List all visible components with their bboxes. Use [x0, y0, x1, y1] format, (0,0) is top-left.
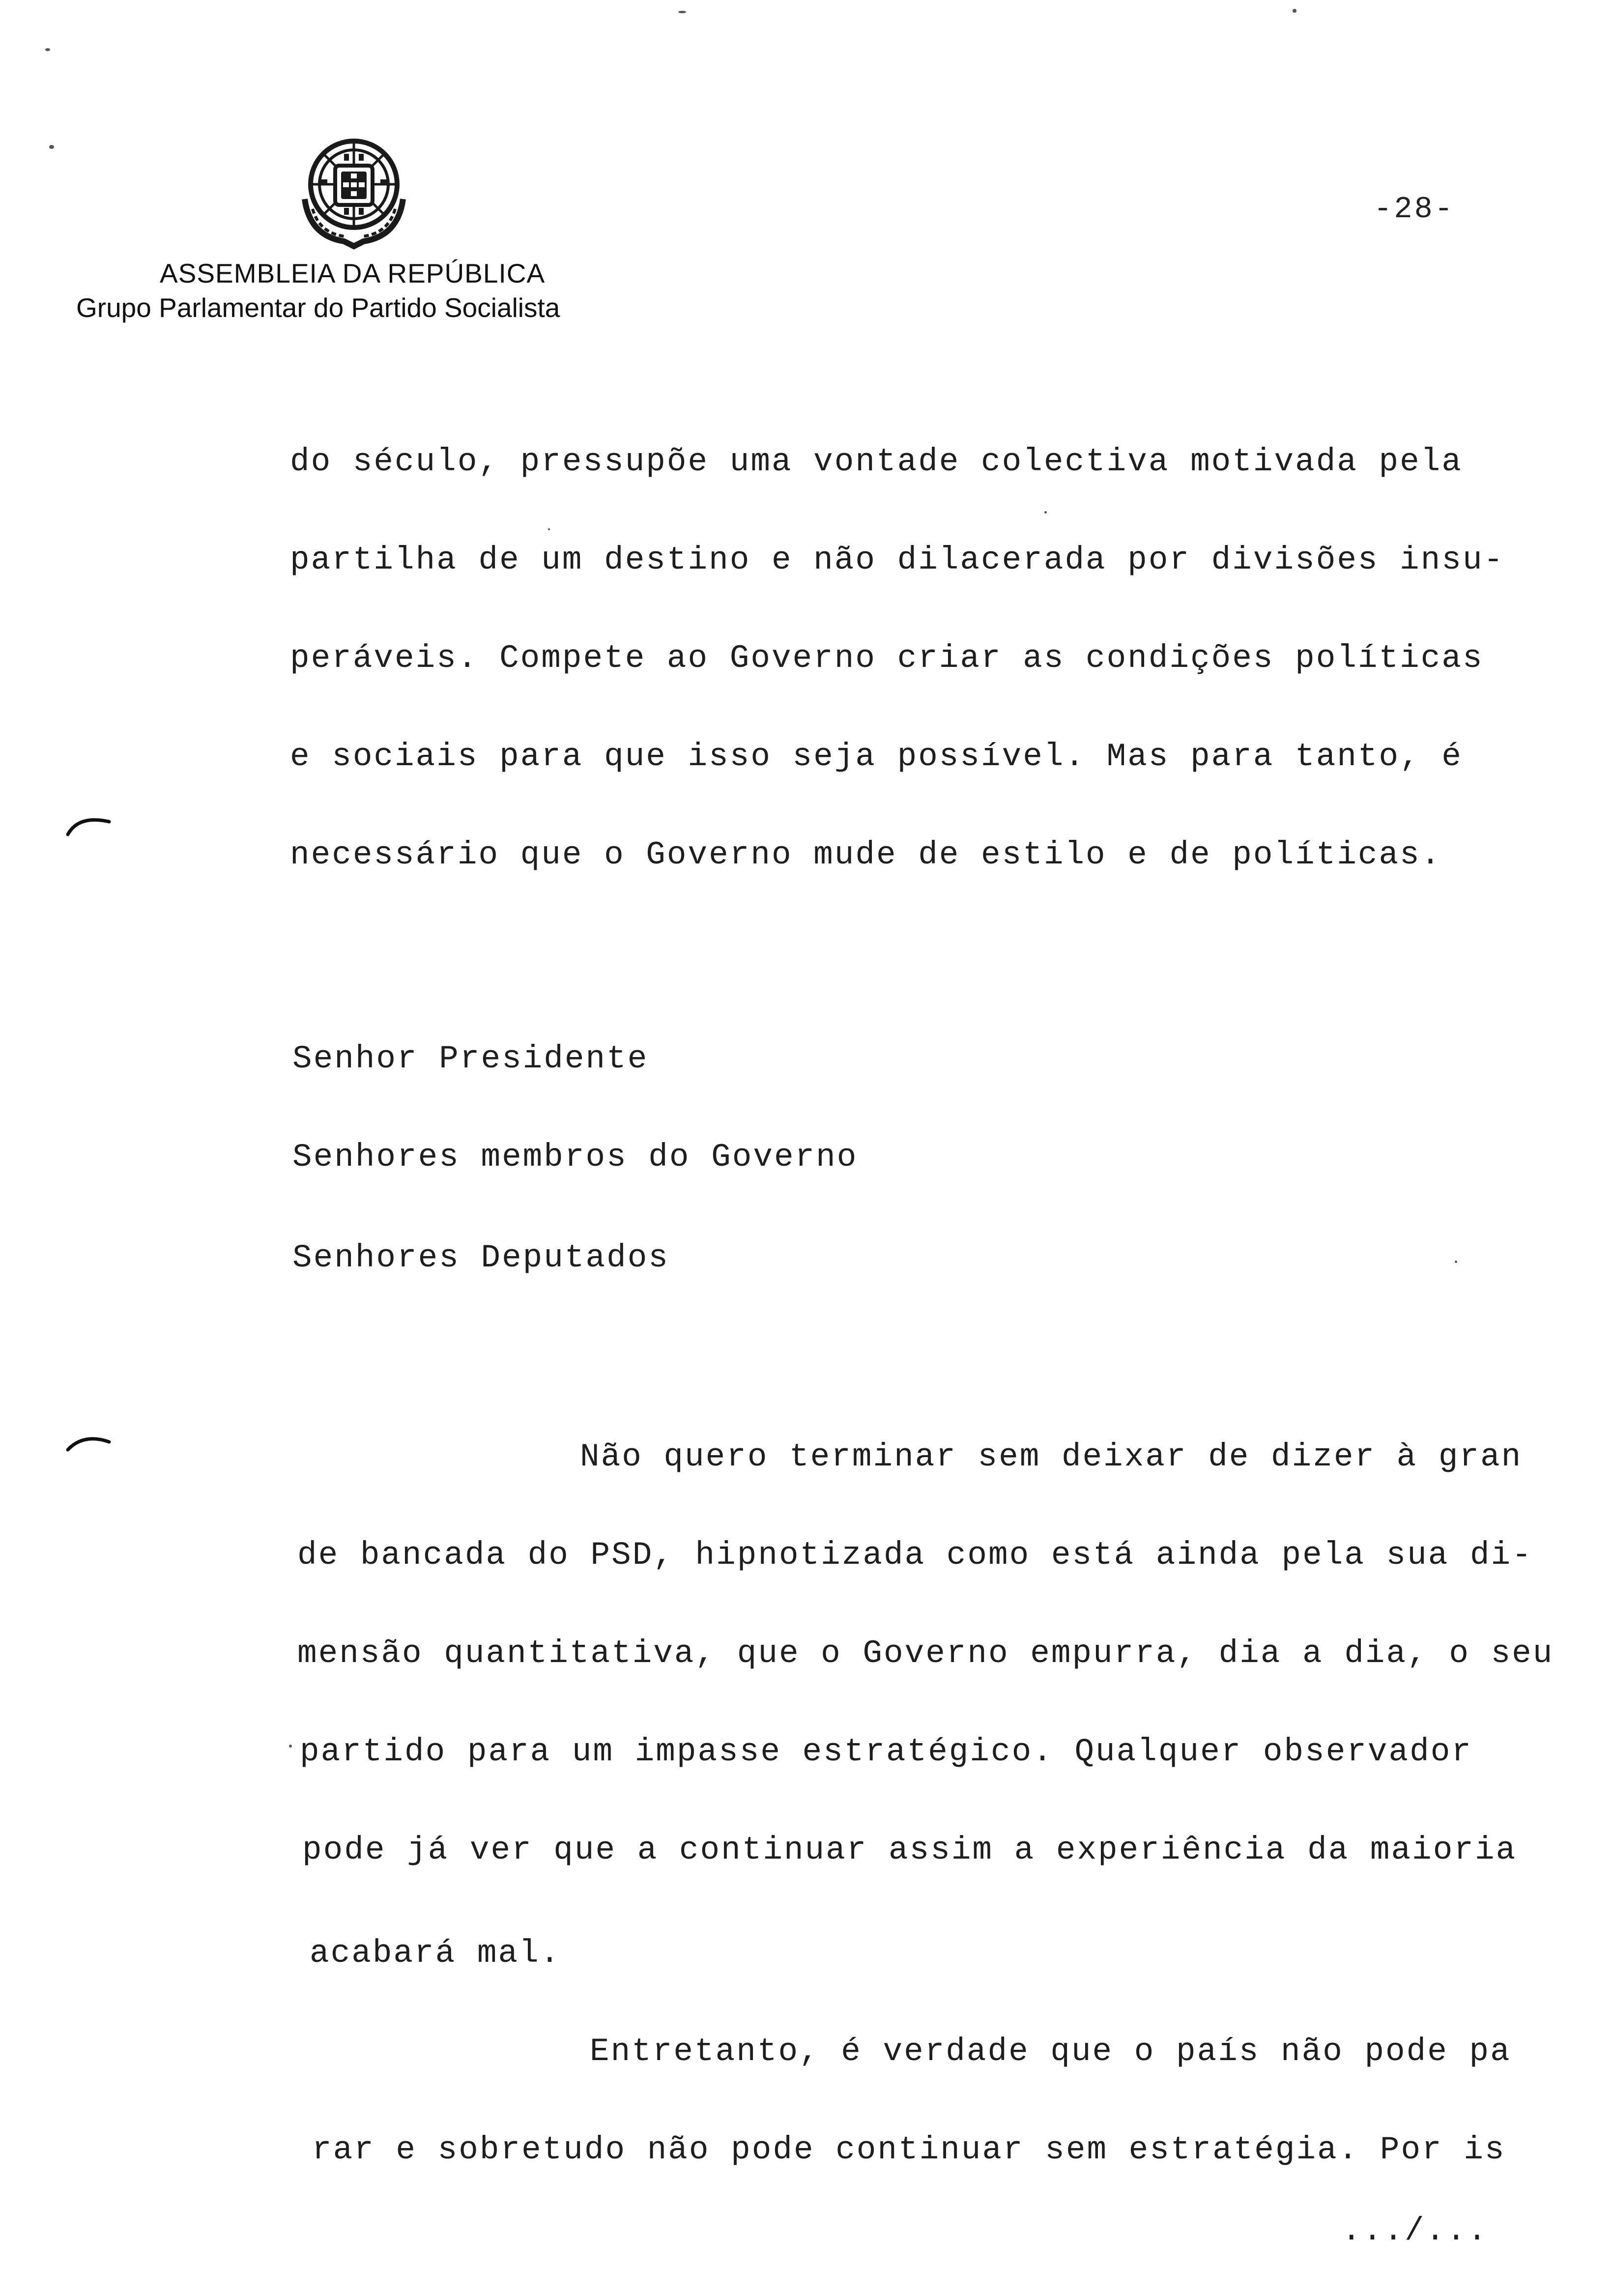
scan-speck: [548, 528, 550, 530]
coat-of-arms-icon: [290, 125, 418, 253]
text-line: partilha de um destino e não dilacerada por divisões insu-: [290, 542, 1505, 578]
text-line: acabará mal.: [310, 1935, 561, 1972]
salutation-line: Senhores Deputados: [292, 1239, 669, 1276]
bracket-mark-icon: [64, 811, 113, 840]
scan-speck: [1044, 511, 1047, 514]
parliamentary-group-name: Grupo Parlamentar do Partido Socialista: [76, 292, 560, 323]
scan-speck: [678, 11, 686, 13]
scan-speck: [49, 145, 54, 149]
scan-speck: [1293, 9, 1296, 13]
text-line: Não quero terminar sem deixar de dizer à gran: [580, 1438, 1523, 1475]
text-line: rar e sobretudo não pode continuar sem estratégia. Por is: [312, 2131, 1506, 2168]
continuation-mark: .../...: [1342, 2212, 1489, 2249]
scan-speck: [289, 1745, 292, 1748]
page-number: -28-: [1374, 192, 1455, 227]
text-line: peráveis. Compete ao Governo criar as condições políticas: [290, 640, 1484, 677]
text-line: mensão quantitativa, que o Governo empurra, dia a dia, o seu: [297, 1635, 1554, 1672]
scan-speck: [45, 48, 50, 51]
text-line: Entretanto, é verdade que o país não pode pa: [590, 2033, 1511, 2070]
scan-speck: [1455, 1261, 1457, 1263]
text-line: e sociais para que isso seja possível. Mas para tanto, é: [290, 738, 1463, 775]
bracket-mark-icon: [64, 1430, 113, 1455]
text-line: de bancada do PSD, hipnotizada como está ainda pela sua di-: [297, 1537, 1533, 1574]
text-line: necessário que o Governo mude de estilo e de políticas.: [290, 836, 1442, 873]
salutation-line: Senhor Presidente: [292, 1040, 649, 1077]
institution-name: ASSEMBLEIA DA REPÚBLICA: [160, 258, 546, 288]
text-line: partido para um impasse estratégico. Qualquer observador: [300, 1733, 1472, 1770]
salutation-line: Senhores membros do Governo: [292, 1139, 858, 1176]
text-line: pode já ver que a continuar assim a experiência da maioria: [302, 1832, 1517, 1868]
text-line: do século, pressupõe uma vontade colectiva motivada pela: [290, 443, 1463, 480]
